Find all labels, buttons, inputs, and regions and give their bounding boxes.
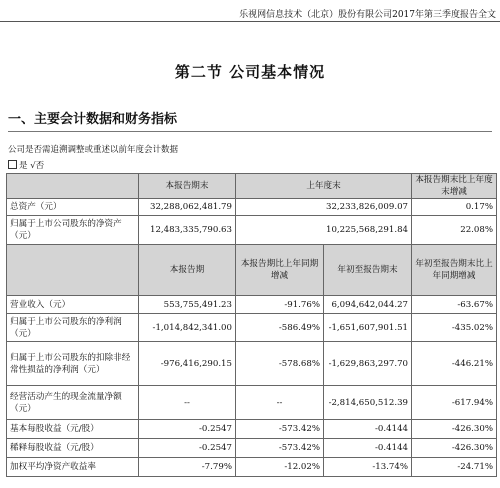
restatement-question: 公司是否需追溯调整或重述以前年度会计数据 <box>8 145 179 155</box>
table-row <box>7 420 497 439</box>
cell-value: -0.4144 <box>324 439 412 458</box>
table-row <box>7 216 497 245</box>
cell-value: -12.02% <box>236 458 324 477</box>
cell-value: 0.17% <box>412 199 497 216</box>
cell-value: 553,755,491.23 <box>139 296 236 314</box>
cell-value: -91.76% <box>236 296 324 314</box>
table2-header-ytd: 年初至报告期末 <box>324 245 412 296</box>
section-title: 第二节 公司基本情况 <box>174 63 326 81</box>
cell-value: -1,014,842,341.00 <box>139 314 236 342</box>
table-row <box>7 296 497 314</box>
row-label: 归属于上市公司股东的净利润（元） <box>7 314 139 342</box>
cell-value: -586.49% <box>236 314 324 342</box>
cell-value: -24.71% <box>412 458 497 477</box>
cell-value: -976,416,290.15 <box>139 342 236 386</box>
row-label: 归属于上市公司股东的扣除非经常性损益的净利润（元） <box>7 342 139 386</box>
cell-value: 22.08% <box>412 216 497 245</box>
cell-value: 6,094,642,044.27 <box>324 296 412 314</box>
cell-value: -0.4144 <box>324 420 412 439</box>
cell-value: 10,225,568,291.84 <box>236 216 412 245</box>
table-row <box>7 199 497 216</box>
cell-value: 32,288,062,481.79 <box>139 199 236 216</box>
row-label: 基本每股收益（元/股） <box>7 420 139 439</box>
subsection-title: 一、主要会计数据和财务指标 <box>8 112 178 127</box>
table1-header-change: 本报告期末比上年度末增减 <box>412 174 497 199</box>
row-label: 营业收入（元） <box>7 296 139 314</box>
cell-value: -63.67% <box>412 296 497 314</box>
checkbox-icon <box>8 160 17 169</box>
cell-value: -1,629,863,297.70 <box>324 342 412 386</box>
row-label: 总资产（元） <box>7 199 139 216</box>
answer-yes: 是 <box>19 161 28 171</box>
table1-header-prior-year-end: 上年度末 <box>236 174 412 199</box>
cell-value: 32,233,826,009.07 <box>236 199 412 216</box>
financial-data-table <box>6 173 497 477</box>
table2-header-row <box>7 245 497 296</box>
answer-no: 否 <box>35 161 45 171</box>
row-label: 加权平均净资产收益率 <box>7 458 139 477</box>
table1-header-blank <box>7 174 139 199</box>
table2-header-ytd-change: 年初至报告期末比上年同期增减 <box>412 245 497 296</box>
cell-value: -573.42% <box>236 420 324 439</box>
restatement-answer <box>8 159 44 171</box>
cell-value: -0.2547 <box>139 420 236 439</box>
subsection-divider <box>8 131 492 132</box>
check-mark: √ <box>30 161 36 171</box>
cell-value: -578.68% <box>236 342 324 386</box>
table2-header-blank <box>7 245 139 296</box>
cell-value: -446.21% <box>412 342 497 386</box>
cell-value: -2,814,650,512.39 <box>324 386 412 420</box>
row-label: 稀释每股收益（元/股） <box>7 439 139 458</box>
row-label: 经营活动产生的现金流量净额（元） <box>7 386 139 420</box>
table1-header-row <box>7 174 497 199</box>
table-row <box>7 314 497 342</box>
cell-value: -- <box>236 386 324 420</box>
cell-value: 12,483,335,790.63 <box>139 216 236 245</box>
header-divider <box>0 21 500 22</box>
cell-value: -426.30% <box>412 420 497 439</box>
page-header <box>0 0 500 22</box>
table-row <box>7 439 497 458</box>
row-label: 归属于上市公司股东的净资产（元） <box>7 216 139 245</box>
table2-header-period-change: 本报告期比上年同期增减 <box>236 245 324 296</box>
cell-value: -0.2547 <box>139 439 236 458</box>
table1-header-period-end: 本报告期末 <box>139 174 236 199</box>
cell-value: -- <box>139 386 236 420</box>
cell-value: -617.94% <box>412 386 497 420</box>
table-row <box>7 386 497 420</box>
cell-value: -573.42% <box>236 439 324 458</box>
table2-header-period: 本报告期 <box>139 245 236 296</box>
table-row <box>7 458 497 477</box>
table-row <box>7 342 497 386</box>
cell-value: -7.79% <box>139 458 236 477</box>
cell-value: -1,651,607,901.51 <box>324 314 412 342</box>
header-text: 乐视网信息技术（北京）股份有限公司2017年第三季度报告全文 <box>239 10 496 20</box>
cell-value: -426.30% <box>412 439 497 458</box>
cell-value: -435.02% <box>412 314 497 342</box>
cell-value: -13.74% <box>324 458 412 477</box>
